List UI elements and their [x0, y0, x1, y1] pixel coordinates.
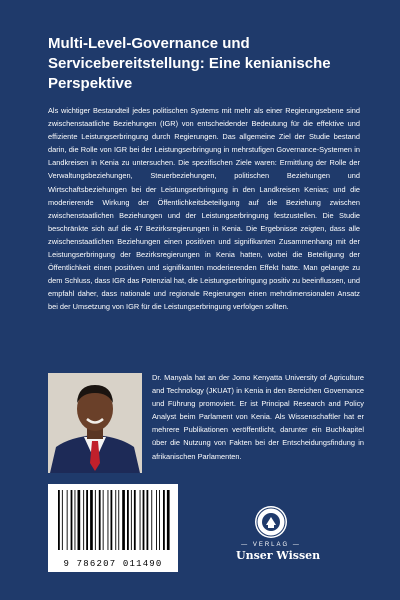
- barcode-bar: [131, 490, 132, 550]
- publisher-verlag-label: — VERLAG —: [241, 542, 301, 548]
- isbn-barcode: [48, 484, 178, 572]
- barcode-bar: [108, 490, 109, 550]
- isbn-digits: 9 786207 011490: [63, 559, 163, 569]
- barcode-bar: [159, 490, 160, 550]
- publisher-name: Unser Wissen: [236, 549, 321, 562]
- author-portrait-image: [48, 373, 142, 473]
- barcode-bar: [163, 490, 165, 550]
- publisher-block: [236, 505, 321, 562]
- barcode-bar: [122, 490, 125, 550]
- barcode-bar: [118, 490, 119, 550]
- barcode-bar: [99, 490, 101, 550]
- barcode-bar: [78, 490, 81, 550]
- book-title: Multi-Level-Governance und Servicebereitstellung: Eine kenianische Perspektive: [48, 35, 331, 92]
- barcode-bar: [134, 490, 136, 550]
- book-abstract: Als wichtiger Bestandteil jedes politischen Systems mit mehr als einer Regierungsebene sind zwischenstaatliche Beziehungen (IGR) von entscheidender Bedeutung für die effektive und effiziente Leistungserbringung durch Regierungen. Das allgemeine Ziel der Studie bestand darin, die Rolle von IGR bei der Leistungserbringung in mehrstufigen Governance-Systemen in Landkreisen in Kenia zu untersuchen. Die spezifischen Ziele waren: Ermittlung der Rolle der Verwaltungsbeziehungen, Steuerbeziehungen, politischen Beziehungen und Wirtschaftsbeziehungen bei der Leistungserbringung in den Landkreisen Kenias; und die moderierende Wirkung der Öffentlichkeitsbeteiligung auf die Beziehung zwischen zwischenstaatlichen Beziehungen und der Leistungserbringung festzustellen. Die Studie beschränkte sich auf die 47 Bezirksregierungen in Kenia. Die Ergebnisse zeigten, dass alle zwischenstaatlichen Beziehungen einen positiven und signifikanten Zusammenhang mit der Leistungserbringung der Bezirksregierungen in Kenia hatten, wobei die Beteiligung der Öffentlichkeit einen positiven und signifikanten moderierenden Effekt hatte. Man gelangte zu dem Schluss, dass IGR das Potenzial hat, die Leistungserbringung positiv zu beeinflussen, und empfahl daher, dass nationale und regionale Regierungen einen mehrdimensionalen Ansatz bei der Umsetzung von IGR für die Leistungserbringung verfolgen sollten.: [48, 106, 360, 312]
- author-bio: Dr. Manyala hat an der Jomo Kenyatta University of Agriculture and Technology (JKUAT) in Kenia in den Bereichen Governance und Führung promoviert. Er ist Principal Research and Policy Analyst beim Parlament von Kenia. Als Wissenschaftler hat er mehrere Publikationen veröffentlicht, darunter ein Buchkapitel über die Nutzung von Fakten bei der Entscheidungsfindung in afrikanischen Parlamenten.: [152, 373, 364, 461]
- barcode-bar: [83, 490, 84, 550]
- barcode-bar: [156, 490, 157, 550]
- barcode-bar: [127, 490, 129, 550]
- barcode-bar: [75, 490, 76, 550]
- barcode-bar: [147, 490, 149, 550]
- barcode-bar: [167, 490, 170, 550]
- barcode-bar: [143, 490, 145, 550]
- barcode-bar: [111, 490, 113, 550]
- barcode-bar: [62, 490, 63, 550]
- barcode-bar: [95, 490, 96, 550]
- barcode-bar: [140, 490, 141, 550]
- publisher-seal-icon: [254, 505, 288, 539]
- barcode-bar: [86, 490, 88, 550]
- barcode-bar: [67, 490, 68, 550]
- barcode-bar: [90, 490, 93, 550]
- barcode-bar: [115, 490, 116, 550]
- barcode-bar: [58, 490, 60, 550]
- author-portrait: [48, 373, 142, 473]
- barcode-bars: [48, 484, 178, 556]
- barcode-bar: [151, 490, 152, 550]
- barcode-bar: [103, 490, 104, 550]
- barcode-bar: [71, 490, 73, 550]
